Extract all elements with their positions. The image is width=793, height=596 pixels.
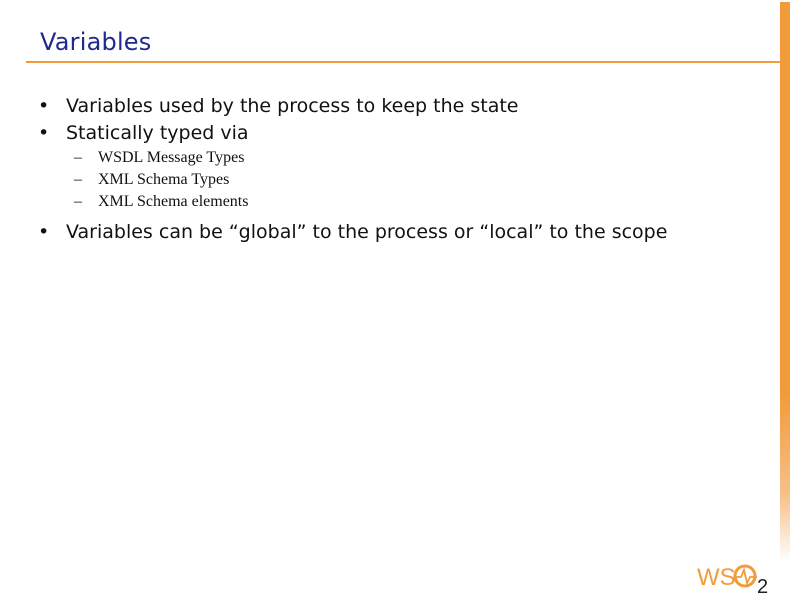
bullet-icon: • (38, 95, 50, 117)
sub-bullet-text: WSDL Message Types (98, 149, 245, 166)
bullet-text: Variables can be “global” to the process or “local” to the scope (66, 221, 668, 243)
sub-bullet-item (38, 191, 758, 213)
bullet-item (38, 120, 758, 147)
title-divider (26, 61, 780, 63)
bullet-icon: • (38, 122, 50, 144)
wso2-logo-icon (697, 556, 777, 596)
sub-bullet-item (38, 169, 758, 191)
sub-bullet-text: XML Schema elements (98, 193, 249, 210)
sub-bullet-item (38, 147, 758, 169)
bullet-text: Statically typed via (66, 122, 249, 144)
logo-2-text: 2 (757, 576, 769, 596)
accent-bar (780, 2, 790, 562)
bullet-list (38, 93, 758, 246)
bullet-icon: • (38, 221, 50, 243)
logo-ws-text: WS (697, 564, 736, 591)
bullet-item (38, 93, 758, 120)
dash-icon: – (74, 171, 82, 188)
dash-icon: – (74, 149, 82, 166)
bullet-item (38, 219, 758, 246)
slide-title: Variables (40, 28, 152, 56)
dash-icon: – (74, 193, 82, 210)
bullet-text: Variables used by the process to keep the state (66, 95, 519, 117)
sub-bullet-text: XML Schema Types (98, 171, 230, 188)
